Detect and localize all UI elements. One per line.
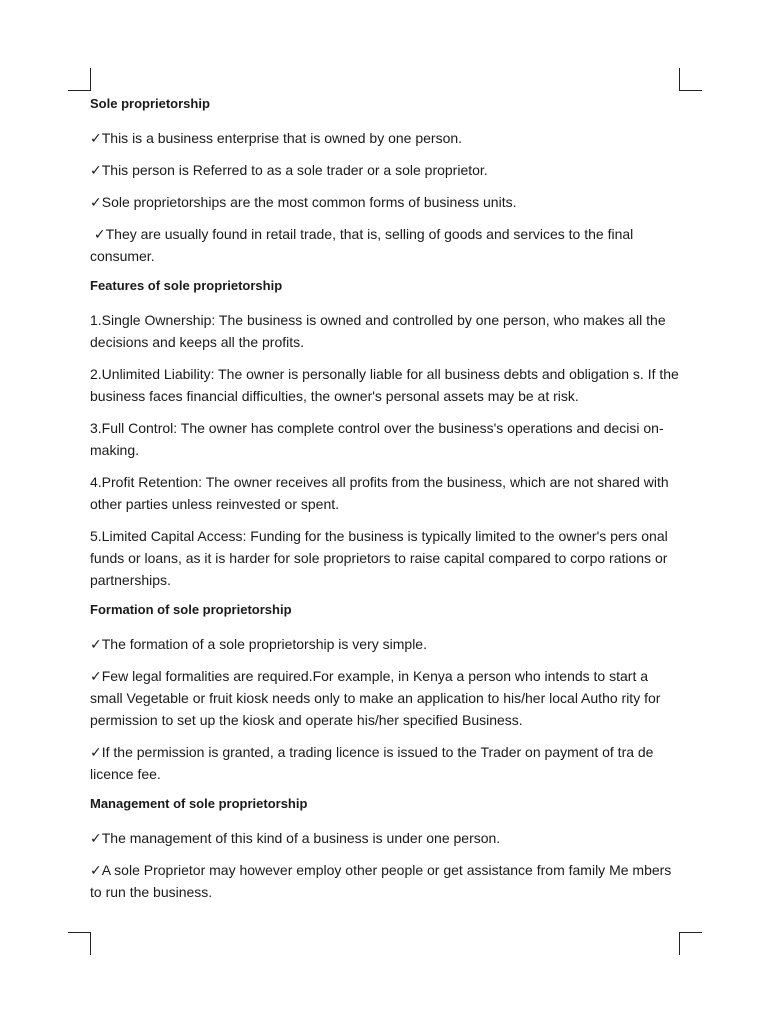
document-body bbox=[90, 95, 680, 913]
section-sole-proprietorship bbox=[90, 95, 680, 267]
section-management bbox=[90, 795, 680, 903]
paragraph: ✓Sole proprietorships are the most common forms of business units. bbox=[90, 194, 517, 210]
section-features bbox=[90, 277, 680, 591]
crop-mark-bottom-right bbox=[679, 932, 702, 955]
paragraph: ✓Few legal formalities are required.For example, in Kenya a person who intends to start a small Vegetable or fruit kiosk needs only to make an application to his/her local Autho rity for permission to set up the kiosk and operate his/her specified Business. bbox=[90, 668, 661, 728]
paragraph: 5.Limited Capital Access: Funding for the business is typically limited to the owner's pers onal funds or loans, as it is harder for sole proprietors to raise capital compared to corpo rations or partnerships. bbox=[90, 528, 668, 588]
paragraph: ✓The formation of a sole proprietorship is very simple. bbox=[90, 636, 427, 652]
paragraph: ✓This person is Referred to as a sole trader or a sole proprietor. bbox=[90, 162, 488, 178]
section-formation bbox=[90, 601, 680, 785]
paragraph: ✓The management of this kind of a business is under one person. bbox=[90, 830, 501, 846]
section-heading: Formation of sole proprietorship bbox=[90, 602, 292, 617]
paragraph: ✓They are usually found in retail trade, that is, selling of goods and services to the final consumer. bbox=[90, 226, 638, 264]
paragraph: 2.Unlimited Liability: The owner is personally liable for all business debts and obligation s. If the business faces financial difficulties, the owner's personal assets may be at risk. bbox=[90, 366, 679, 404]
section-heading: Management of sole proprietorship bbox=[90, 796, 308, 811]
crop-mark-top-left bbox=[68, 68, 91, 91]
paragraph: ✓If the permission is granted, a trading licence is issued to the Trader on payment of tra de licence fee. bbox=[90, 744, 654, 782]
paragraph: 1.Single Ownership: The business is owned and controlled by one person, who makes all the decisions and keeps all the profits. bbox=[90, 312, 666, 350]
section-heading: Features of sole proprietorship bbox=[90, 278, 283, 293]
paragraph: ✓A sole Proprietor may however employ other people or get assistance from family Me mbers to run the business. bbox=[90, 862, 672, 900]
paragraph: 4.Profit Retention: The owner receives all profits from the business, which are not shared with other parties unless reinvested or spent. bbox=[90, 474, 669, 512]
crop-mark-bottom-left bbox=[68, 932, 91, 955]
paragraph: ✓This is a business enterprise that is owned by one person. bbox=[90, 130, 463, 146]
paragraph: 3.Full Control: The owner has complete control over the business's operations and decisi on-making. bbox=[90, 420, 664, 458]
section-heading: Sole proprietorship bbox=[90, 96, 210, 111]
crop-mark-top-right bbox=[679, 68, 702, 91]
